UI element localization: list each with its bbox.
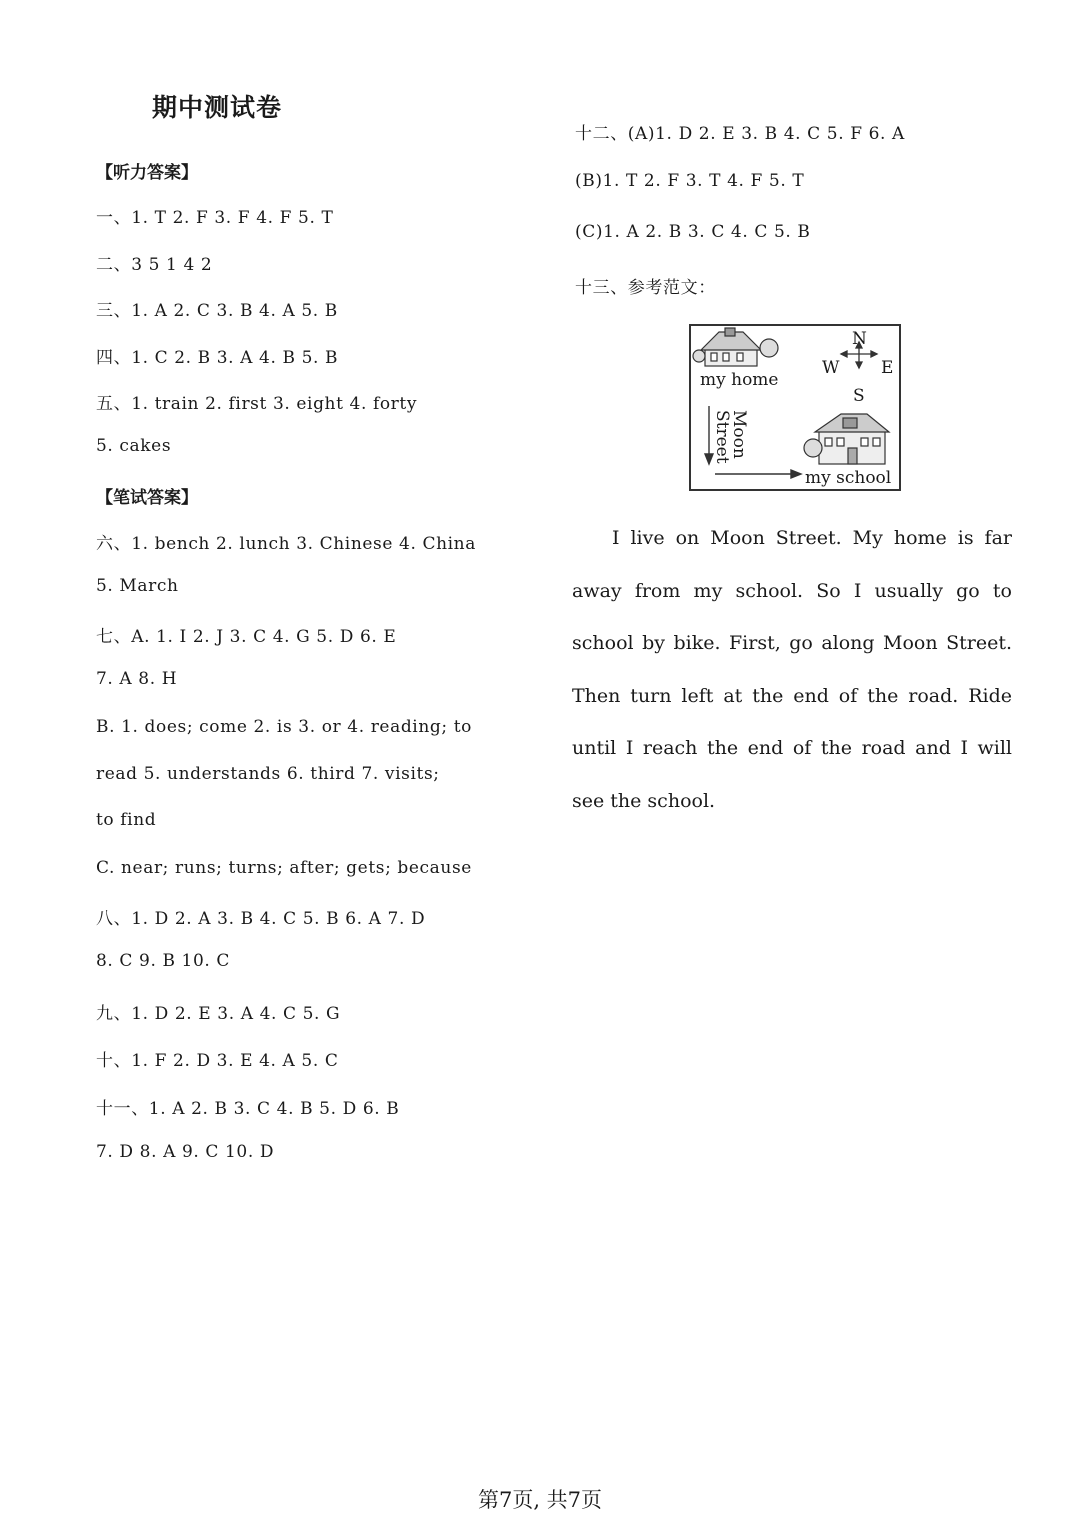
answer-line: C. near; runs; turns; after; gets; because xyxy=(96,858,472,878)
answer-line: 八、1. D 2. A 3. B 4. C 5. B 6. A 7. D xyxy=(96,909,426,929)
answer-line: 十三、参考范文： xyxy=(575,278,716,298)
answer-line: 二、3 5 1 4 2 xyxy=(96,255,213,275)
compass-west-label: W xyxy=(822,358,840,378)
page-title: 期中测试卷 xyxy=(152,93,283,122)
answer-line: B. 1. does; come 2. is 3. or 4. reading; to xyxy=(96,717,472,737)
map-school-label: my school xyxy=(805,468,892,488)
page-footer: 第7页, 共7页 xyxy=(477,1488,603,1512)
written-answers-header: 【笔试答案】 xyxy=(96,488,198,508)
school-building-drawing xyxy=(804,414,889,464)
answer-line: read 5. understands 6. third 7. visits; xyxy=(96,764,440,784)
answer-line: 十、1. F 2. D 3. E 4. A 5. C xyxy=(96,1051,339,1071)
answer-line: 五、1. train 2. first 3. eight 4. forty xyxy=(96,394,418,414)
home-house-drawing xyxy=(693,328,778,366)
answer-line: 六、1. bench 2. lunch 3. Chinese 4. China xyxy=(96,534,476,554)
answer-line: 5. March xyxy=(96,576,179,596)
compass-north-label: N xyxy=(852,329,867,349)
route-map xyxy=(689,324,901,491)
answer-line: 7. A 8. H xyxy=(96,669,178,689)
answer-line: 一、1. T 2. F 3. F 4. F 5. T xyxy=(96,208,334,228)
compass-south-label: S xyxy=(853,386,865,406)
answer-line: 7. D 8. A 9. C 10. D xyxy=(96,1142,275,1162)
sample-essay: I live on Moon Street. My home is far away from my school. So I usually go to school by bike. First, go along Moon Street. Then turn left at the end of the road. Ride until I reach the end of the road and I will see the school. xyxy=(572,527,1012,812)
answer-line: 七、A. 1. I 2. J 3. C 4. G 5. D 6. E xyxy=(96,627,397,647)
answer-line: 5. cakes xyxy=(96,436,172,456)
answer-line: 四、1. C 2. B 3. A 4. B 5. B xyxy=(96,348,339,368)
answer-line: 九、1. D 2. E 3. A 4. C 5. G xyxy=(96,1004,341,1024)
answer-line: 三、1. A 2. C 3. B 4. A 5. B xyxy=(96,301,338,321)
map-home-label: my home xyxy=(700,370,779,390)
answer-line: 十二、(A)1. D 2. E 3. B 4. C 5. F 6. A xyxy=(575,124,905,144)
answer-line: (C)1. A 2. B 3. C 4. C 5. B xyxy=(575,222,811,242)
map-street-label: Moon Street xyxy=(712,410,749,464)
answer-line: to find xyxy=(96,810,157,830)
answer-line: 8. C 9. B 10. C xyxy=(96,951,231,971)
compass-east-label: E xyxy=(881,358,894,378)
answer-line: (B)1. T 2. F 3. T 4. F 5. T xyxy=(575,171,805,191)
answer-line: 十一、1. A 2. B 3. C 4. B 5. D 6. B xyxy=(96,1099,400,1119)
listening-answers-header: 【听力答案】 xyxy=(96,163,198,183)
